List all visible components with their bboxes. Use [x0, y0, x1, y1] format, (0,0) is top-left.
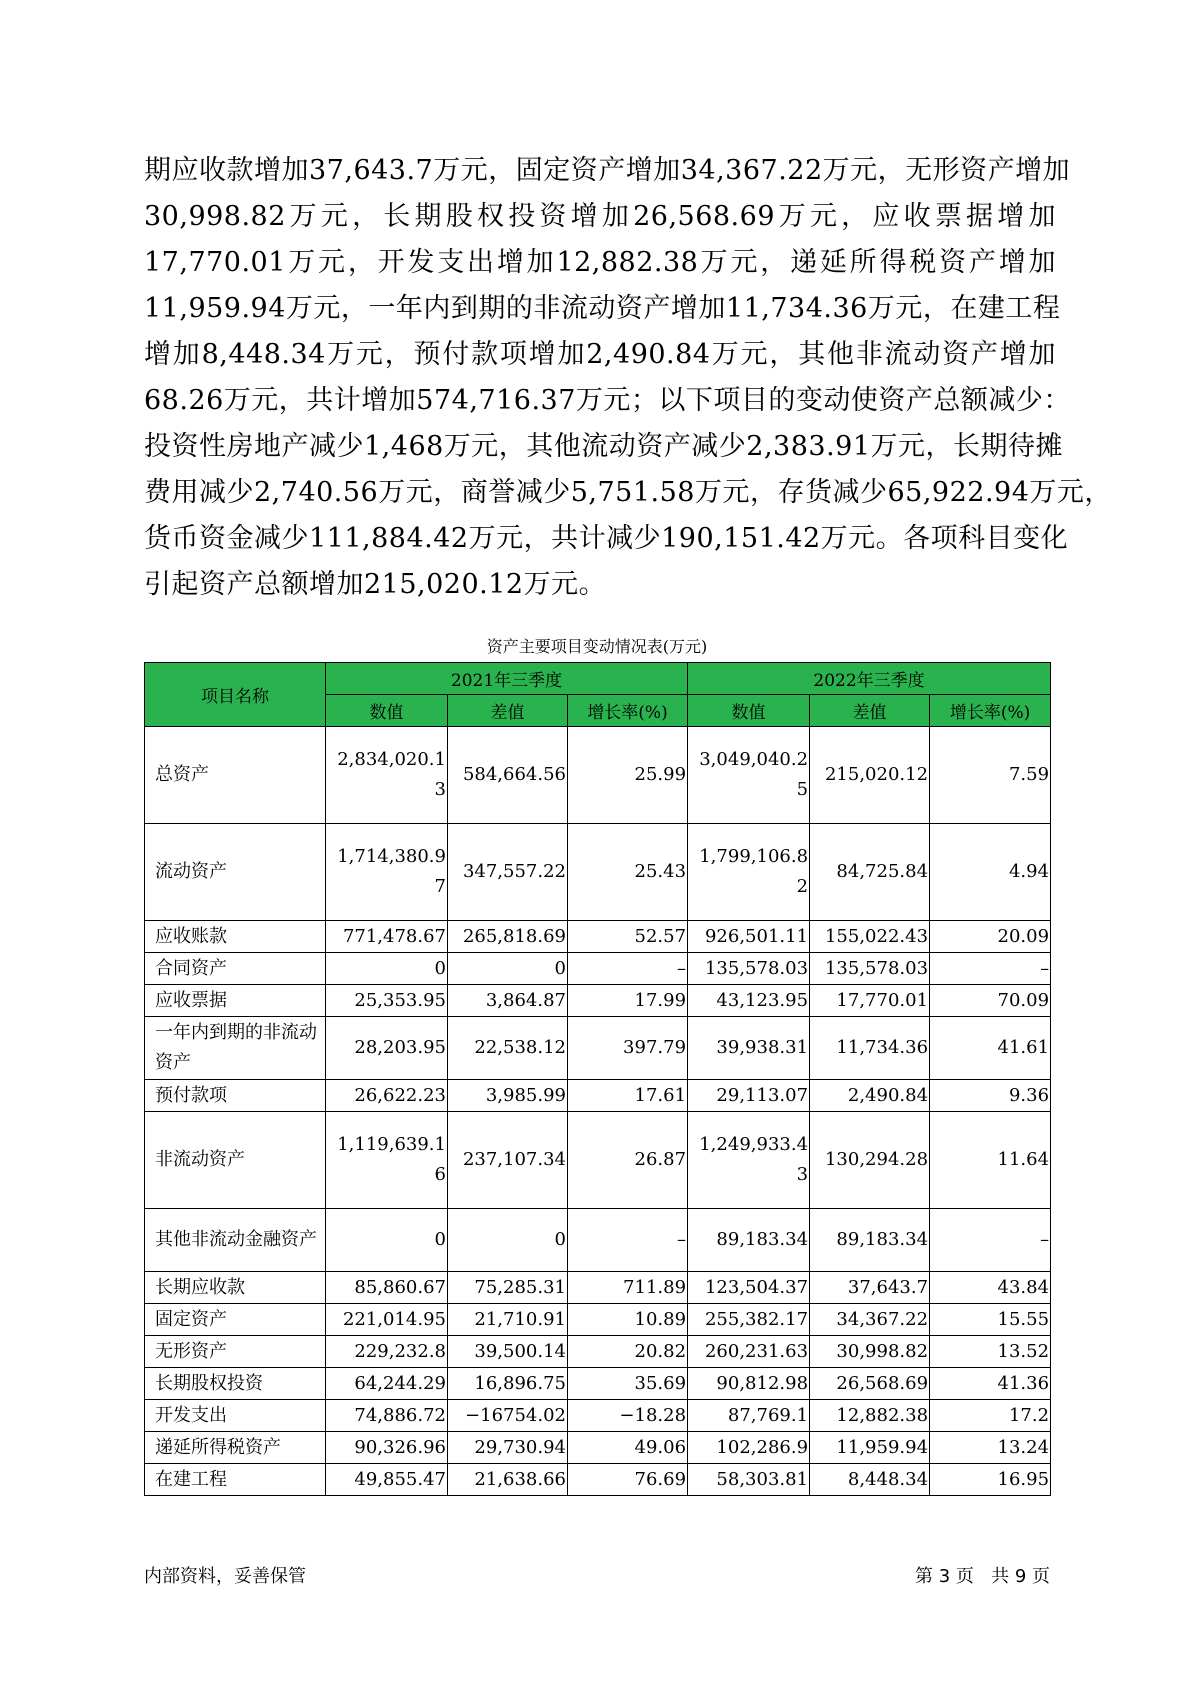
diff-2022: 17,770.01: [810, 985, 930, 1017]
value-2022: 255,382.17: [688, 1304, 810, 1336]
table-row: [145, 1336, 1051, 1368]
diff-2022: 130,294.28: [810, 1112, 930, 1209]
asset-change-table: [144, 662, 1051, 1496]
growth-2022: 17.2: [930, 1400, 1051, 1432]
diff-2022: 37,643.7: [810, 1272, 930, 1304]
value-2022: 90,812.98: [688, 1368, 810, 1400]
growth-2022: 20.09: [930, 921, 1051, 953]
footer-page-number: 第 3 页 共 9 页: [915, 1566, 1050, 1587]
diff-2022: 155,022.43: [810, 921, 930, 953]
value-2022: 1,799,106.82: [688, 824, 810, 921]
value-2021: 771,478.67: [326, 921, 448, 953]
value-2021: 221,014.95: [326, 1304, 448, 1336]
table-row: [145, 1432, 1051, 1464]
table-row: [145, 1400, 1051, 1432]
table-row: [145, 1209, 1051, 1272]
table-row: [145, 1368, 1051, 1400]
value-2021: 90,326.96: [326, 1432, 448, 1464]
growth-2022: 41.36: [930, 1368, 1051, 1400]
paragraph-line: 期应收款增加37,643.7万元，固定资产增加34,367.22万元，无形资产增加: [144, 155, 1071, 186]
growth-2022: 9.36: [930, 1080, 1051, 1112]
diff-2022: 8,448.34: [810, 1464, 930, 1496]
value-2021: 2,834,020.13: [326, 727, 448, 824]
table-row: [145, 921, 1051, 953]
diff-2021: 265,818.69: [448, 921, 568, 953]
header-growth-2021: 增长率(%): [568, 695, 688, 727]
value-2021: 0: [326, 953, 448, 985]
diff-2021: 39,500.14: [448, 1336, 568, 1368]
value-2022: 87,769.1: [688, 1400, 810, 1432]
growth-2021: 711.89: [568, 1272, 688, 1304]
paragraph-line: 17,770.01万元，开发支出增加12,882.38万元，递延所得税资产增加: [144, 247, 1056, 278]
diff-2022: 11,734.36: [810, 1017, 930, 1080]
table-caption: 资产主要项目变动情况表(万元): [486, 637, 708, 656]
row-name: 流动资产: [145, 824, 326, 921]
table-row: [145, 824, 1051, 921]
value-2022: 3,049,040.25: [688, 727, 810, 824]
row-name: 其他非流动金融资产: [145, 1209, 326, 1272]
growth-2022: 41.61: [930, 1017, 1051, 1080]
row-name: 预付款项: [145, 1080, 326, 1112]
growth-2022: 70.09: [930, 985, 1051, 1017]
growth-2021: 52.57: [568, 921, 688, 953]
paragraph-line: 68.26万元，共计增加574,716.37万元；以下项目的变动使资产总额减少：: [144, 385, 1071, 416]
diff-2022: 34,367.22: [810, 1304, 930, 1336]
growth-2021: 76.69: [568, 1464, 688, 1496]
growth-2021: −18.28: [568, 1400, 688, 1432]
diff-2021: 21,710.91: [448, 1304, 568, 1336]
value-2021: 64,244.29: [326, 1368, 448, 1400]
table-row: [145, 1112, 1051, 1209]
table-row: [145, 985, 1051, 1017]
paragraph-line: 增加8,448.34万元，预付款项增加2,490.84万元，其他非流动资产增加: [144, 339, 1056, 370]
value-2022: 89,183.34: [688, 1209, 810, 1272]
growth-2021: 20.82: [568, 1336, 688, 1368]
diff-2022: 135,578.03: [810, 953, 930, 985]
table-row: [145, 1272, 1051, 1304]
table-row: [145, 1464, 1051, 1496]
growth-2021: 10.89: [568, 1304, 688, 1336]
footer-confidential-note: 内部资料，妥善保管: [144, 1566, 306, 1587]
table-row: [145, 727, 1051, 824]
value-2022: 29,113.07: [688, 1080, 810, 1112]
diff-2021: 3,985.99: [448, 1080, 568, 1112]
growth-2022: 4.94: [930, 824, 1051, 921]
growth-2022: 43.84: [930, 1272, 1051, 1304]
growth-2021: 25.43: [568, 824, 688, 921]
diff-2022: 2,490.84: [810, 1080, 930, 1112]
header-diff-2022: 差值: [810, 695, 930, 727]
paragraph-line: 货币资金减少111,884.42万元，共计减少190,151.42万元。各项科目变化: [144, 523, 1069, 554]
growth-2021: 17.99: [568, 985, 688, 1017]
row-name: 一年内到期的非流动资产: [145, 1017, 326, 1080]
row-name: 应收票据: [145, 985, 326, 1017]
paragraph-line: 费用减少2,740.56万元，商誉减少5,751.58万元，存货减少65,922.94万元，: [144, 477, 1112, 508]
growth-2021: 49.06: [568, 1432, 688, 1464]
value-2021: 0: [326, 1209, 448, 1272]
header-row-top: [145, 663, 1051, 695]
diff-2021: 0: [448, 1209, 568, 1272]
growth-2022: 13.52: [930, 1336, 1051, 1368]
diff-2021: 22,538.12: [448, 1017, 568, 1080]
diff-2022: 30,998.82: [810, 1336, 930, 1368]
value-2021: 85,860.67: [326, 1272, 448, 1304]
value-2021: 26,622.23: [326, 1080, 448, 1112]
growth-2021: 26.87: [568, 1112, 688, 1209]
value-2021: 74,886.72: [326, 1400, 448, 1432]
value-2022: 926,501.11: [688, 921, 810, 953]
growth-2021: 17.61: [568, 1080, 688, 1112]
paragraph-line: 30,998.82万元，长期股权投资增加26,568.69万元，应收票据增加: [144, 201, 1056, 232]
growth-2021: 25.99: [568, 727, 688, 824]
diff-2021: 3,864.87: [448, 985, 568, 1017]
diff-2021: 584,664.56: [448, 727, 568, 824]
growth-2022: 11.64: [930, 1112, 1051, 1209]
row-name: 非流动资产: [145, 1112, 326, 1209]
value-2022: 123,504.37: [688, 1272, 810, 1304]
growth-2022: –: [930, 1209, 1051, 1272]
diff-2022: 12,882.38: [810, 1400, 930, 1432]
header-period-2021: 2021年三季度: [326, 663, 688, 695]
diff-2022: 26,568.69: [810, 1368, 930, 1400]
row-name: 长期应收款: [145, 1272, 326, 1304]
diff-2022: 84,725.84: [810, 824, 930, 921]
body-paragraph: [144, 148, 1112, 608]
diff-2021: −16754.02: [448, 1400, 568, 1432]
growth-2022: 16.95: [930, 1464, 1051, 1496]
value-2021: 229,232.8: [326, 1336, 448, 1368]
value-2021: 28,203.95: [326, 1017, 448, 1080]
header-value-2021: 数值: [326, 695, 448, 727]
value-2022: 58,303.81: [688, 1464, 810, 1496]
value-2022: 260,231.63: [688, 1336, 810, 1368]
value-2022: 1,249,933.43: [688, 1112, 810, 1209]
diff-2021: 347,557.22: [448, 824, 568, 921]
growth-2022: 15.55: [930, 1304, 1051, 1336]
value-2021: 1,714,380.97: [326, 824, 448, 921]
diff-2021: 0: [448, 953, 568, 985]
row-name: 合同资产: [145, 953, 326, 985]
value-2021: 49,855.47: [326, 1464, 448, 1496]
value-2021: 1,119,639.16: [326, 1112, 448, 1209]
diff-2021: 75,285.31: [448, 1272, 568, 1304]
row-name: 总资产: [145, 727, 326, 824]
row-name: 应收账款: [145, 921, 326, 953]
table-row: [145, 1080, 1051, 1112]
growth-2022: 13.24: [930, 1432, 1051, 1464]
table-row: [145, 953, 1051, 985]
table-row: [145, 1017, 1051, 1080]
value-2022: 39,938.31: [688, 1017, 810, 1080]
header-growth-2022: 增长率(%): [930, 695, 1051, 727]
row-name: 固定资产: [145, 1304, 326, 1336]
diff-2022: 89,183.34: [810, 1209, 930, 1272]
diff-2021: 16,896.75: [448, 1368, 568, 1400]
row-name: 开发支出: [145, 1400, 326, 1432]
header-value-2022: 数值: [688, 695, 810, 727]
diff-2021: 21,638.66: [448, 1464, 568, 1496]
value-2022: 102,286.9: [688, 1432, 810, 1464]
value-2022: 43,123.95: [688, 985, 810, 1017]
growth-2022: 7.59: [930, 727, 1051, 824]
growth-2021: 397.79: [568, 1017, 688, 1080]
paragraph-line: 投资性房地产减少1,468万元，其他流动资产减少2,383.91万元，长期待摊: [144, 431, 1064, 462]
value-2022: 135,578.03: [688, 953, 810, 985]
header-period-2022: 2022年三季度: [688, 663, 1051, 695]
header-diff-2021: 差值: [448, 695, 568, 727]
table-row: [145, 1304, 1051, 1336]
paragraph-line: 11,959.94万元，一年内到期的非流动资产增加11,734.36万元，在建工程: [144, 293, 1061, 324]
row-name: 长期股权投资: [145, 1368, 326, 1400]
row-name: 递延所得税资产: [145, 1432, 326, 1464]
growth-2022: –: [930, 953, 1051, 985]
header-item-name: 项目名称: [145, 663, 326, 727]
growth-2021: –: [568, 953, 688, 985]
row-name: 无形资产: [145, 1336, 326, 1368]
growth-2021: –: [568, 1209, 688, 1272]
diff-2021: 237,107.34: [448, 1112, 568, 1209]
diff-2022: 11,959.94: [810, 1432, 930, 1464]
diff-2021: 29,730.94: [448, 1432, 568, 1464]
row-name: 在建工程: [145, 1464, 326, 1496]
paragraph-line: 引起资产总额增加215,020.12万元。: [144, 569, 607, 600]
value-2021: 25,353.95: [326, 985, 448, 1017]
growth-2021: 35.69: [568, 1368, 688, 1400]
diff-2022: 215,020.12: [810, 727, 930, 824]
